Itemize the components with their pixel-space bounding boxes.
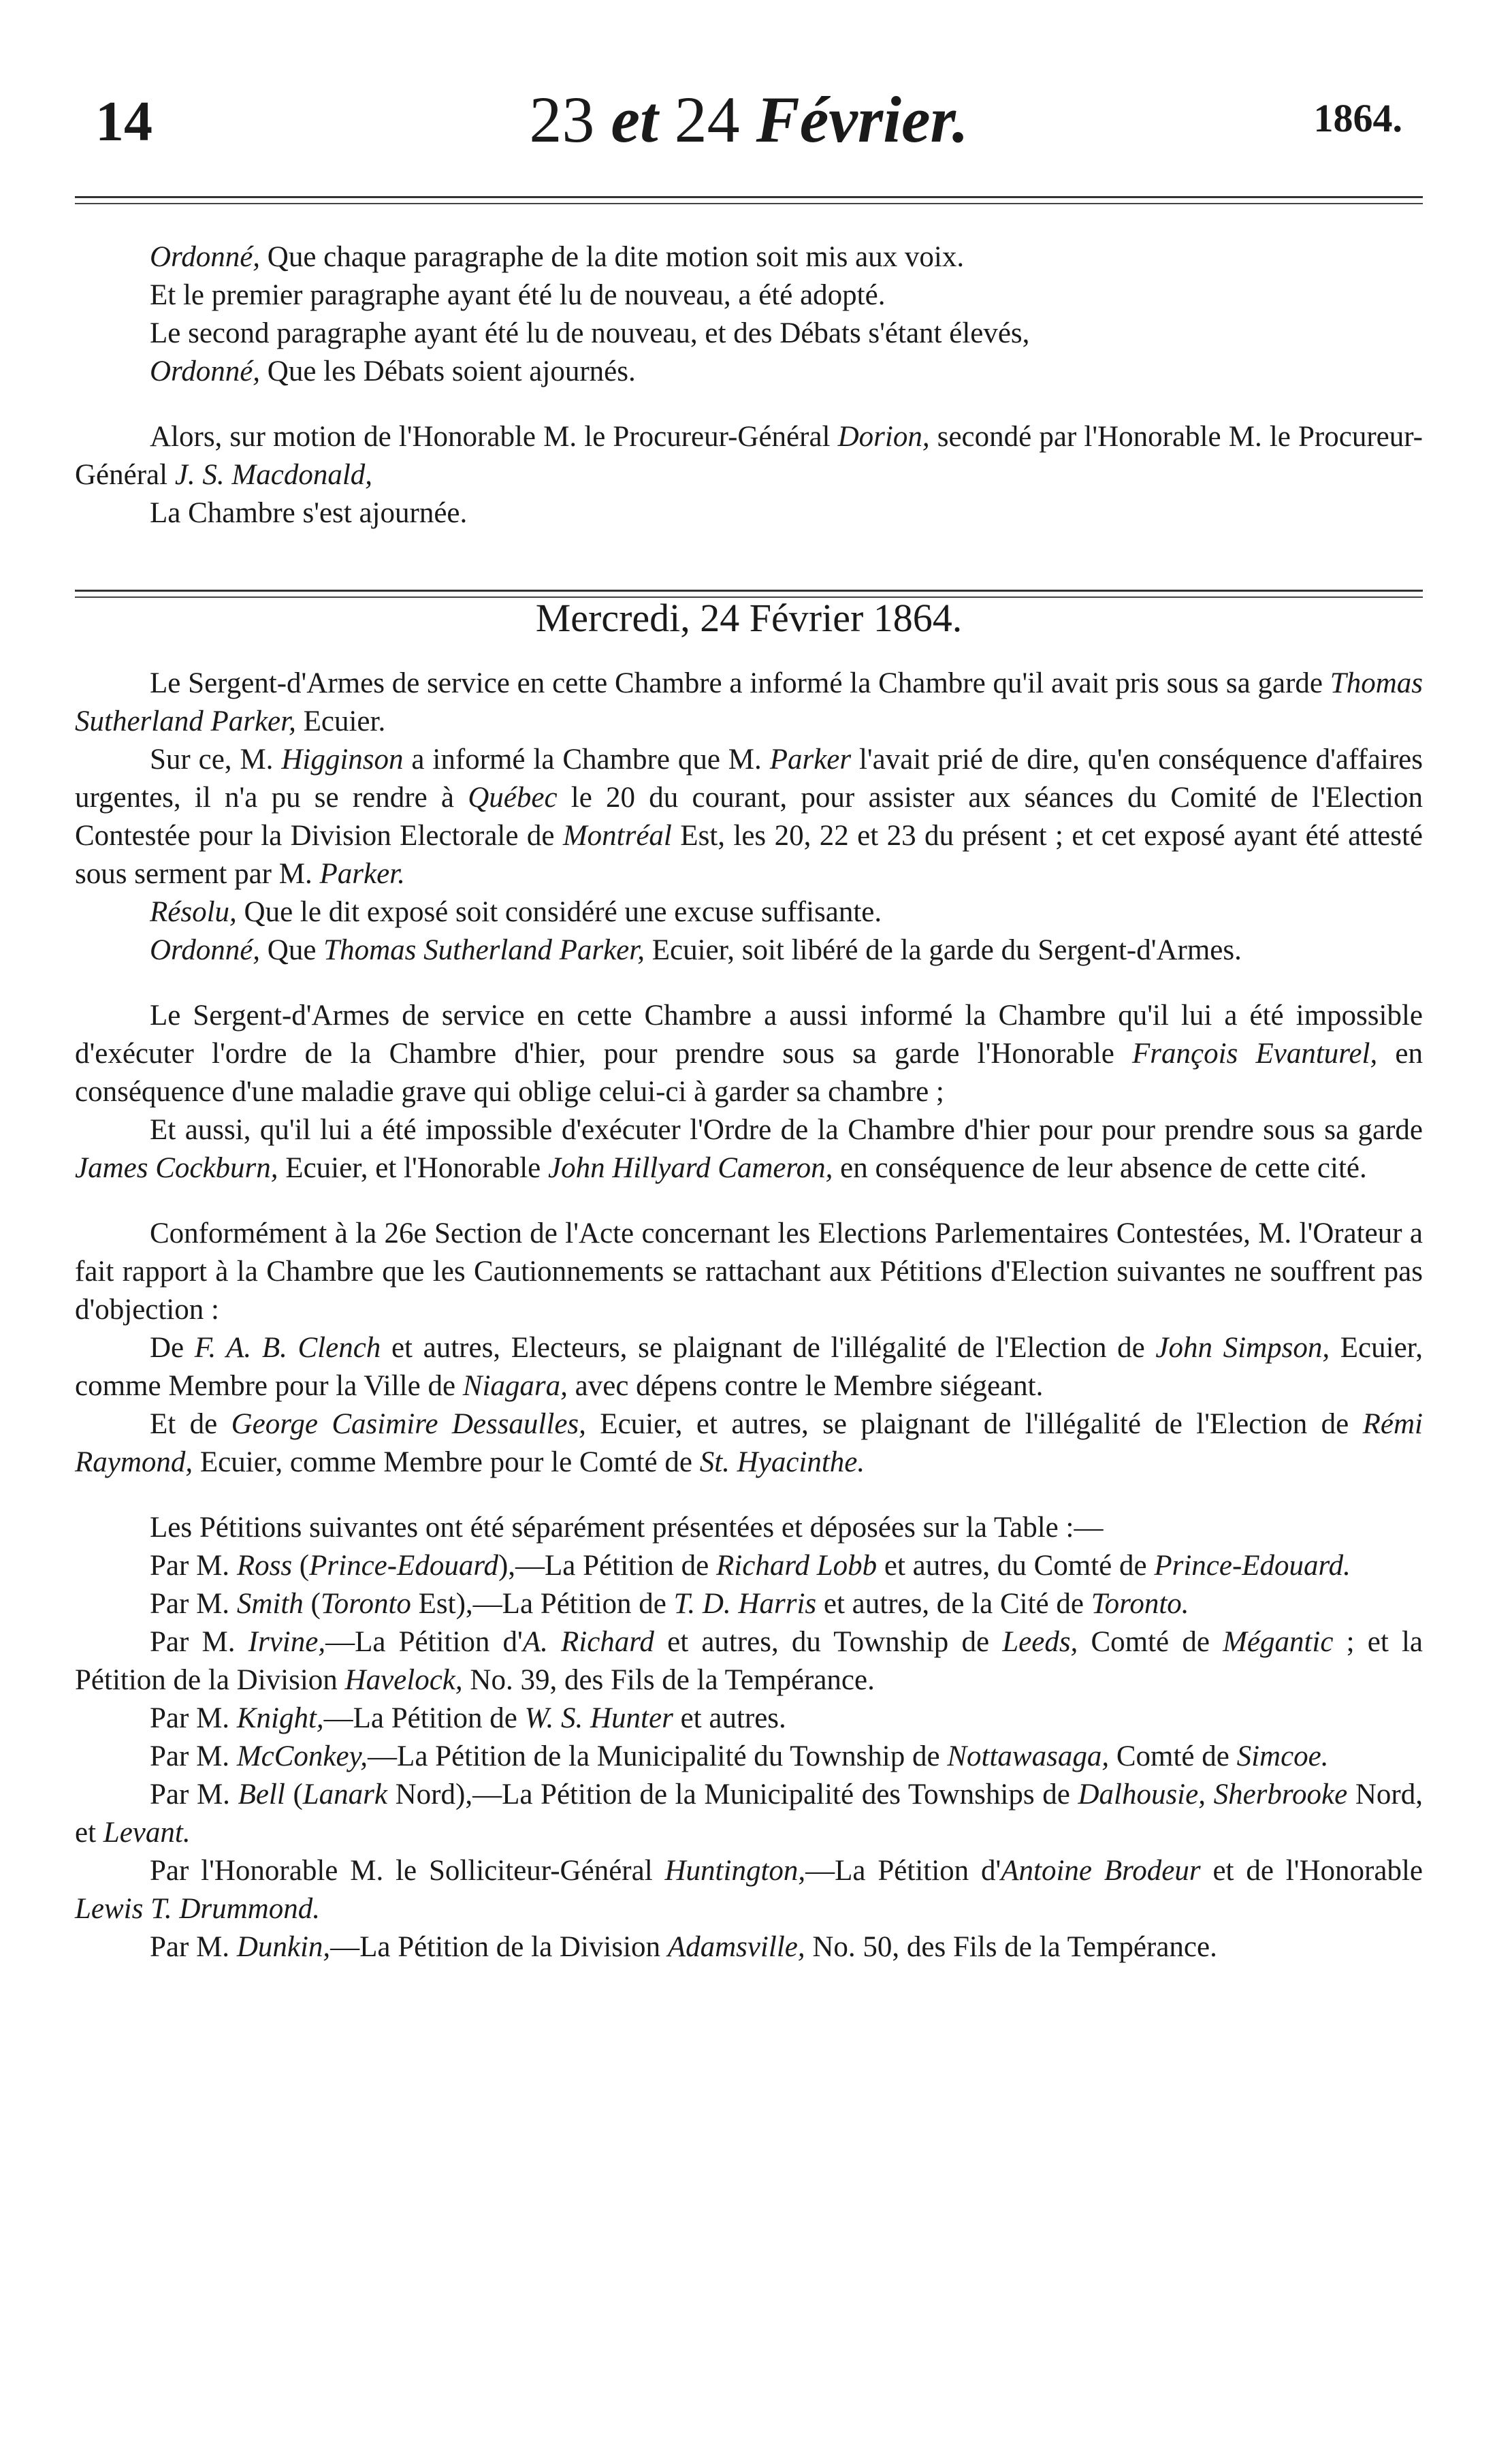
text: le 20 du courant, pour assister aux séances du Comité de l'Election Contestée pour la Division Electorale de — [75, 782, 1423, 852]
text: et autres, Electeurs, se plaignant de l'illégalité de l'Election de — [381, 1332, 1156, 1364]
italic-text: Lanark — [302, 1779, 387, 1811]
italic-text: Prince-Edouard. — [1154, 1550, 1351, 1582]
text: Alors, sur motion de l'Honorable M. le Procureur-Général — [150, 421, 838, 453]
italic-text: Thomas Sutherland Parker, — [75, 667, 1423, 737]
text: ( — [292, 1550, 310, 1582]
italic-text: Leeds, — [1002, 1626, 1078, 1658]
text: Par M. — [150, 1588, 237, 1620]
text: Et le premier paragraphe ayant été lu de nouveau, a été adopté. — [150, 279, 886, 311]
italic-text: George Casimire Dessaulles, — [231, 1408, 586, 1440]
italic-text: Toronto. — [1091, 1588, 1189, 1620]
italic-text: John Simpson, — [1155, 1332, 1330, 1364]
italic-text: Levant. — [103, 1817, 191, 1849]
italic-text: Thomas Sutherland Parker, — [323, 934, 645, 966]
text: Conformément à la 26e Section de l'Acte concernant les Elections Parlementaires Contestées, M. l'Orateur a fait rapport à la Chambre que les Cautionnements se rattachant aux Pétitions d'Election suivantes ne souffrent pas d'objection : — [75, 1217, 1423, 1326]
italic-text: Ordonné, — [150, 355, 261, 387]
italic-text: Rémi Raymond, — [75, 1408, 1423, 1478]
text: ( — [303, 1588, 321, 1620]
petition-item — [75, 1928, 1423, 1966]
text: Et aussi, qu'il lui a été impossible d'exécuter l'Ordre de la Chambre d'hier pour pour prendre sous sa garde — [150, 1114, 1423, 1146]
text: Ecuier. — [295, 705, 386, 737]
text: Le Sergent-d'Armes de service en cette Chambre a aussi informé la Chambre qu'il lui a été impossible d'exécuter l'ordre de la Chambre d'hier, pour prendre sous sa garde l'Honorable — [75, 1000, 1423, 1070]
paragraph — [75, 418, 1423, 494]
text: No. 39, des Fils de la Tempérance. — [462, 1664, 875, 1696]
text: en conséquence de leur absence de cette cité. — [833, 1152, 1367, 1184]
paragraph — [75, 494, 1423, 532]
text: Comté de — [1078, 1626, 1223, 1658]
paragraph — [75, 893, 1423, 931]
text: Que — [260, 934, 324, 966]
text: Par M. — [150, 1702, 237, 1734]
italic-text: A. Richard — [522, 1626, 654, 1658]
italic-text: Irvine, — [248, 1626, 326, 1658]
text: en conséquence d'une maladie grave qui oblige celui-ci à garder sa chambre ; — [75, 1038, 1423, 1108]
italic-text: James Cockburn, — [75, 1152, 278, 1184]
italic-text: Niagara, — [462, 1370, 568, 1402]
paragraph — [75, 1329, 1423, 1405]
header-divider-bottom — [75, 203, 1423, 204]
text: Sur ce, M. — [150, 744, 282, 776]
petition-item — [75, 1852, 1423, 1928]
italic-text: Dorion, — [837, 421, 930, 453]
text: Et de — [150, 1408, 231, 1440]
petition-item — [75, 1547, 1423, 1585]
italic-text: Parker. — [319, 858, 405, 890]
italic-text: Montréal — [562, 820, 672, 852]
paragraph — [75, 276, 1423, 315]
text: Par l'Honorable M. le Solliciteur-Général — [150, 1855, 665, 1887]
italic-text: Parker — [769, 744, 852, 776]
text: Ecuier, soit libéré de la garde du Sergent-d'Armes. — [644, 934, 1242, 966]
paragraph — [75, 665, 1423, 741]
italic-text: Mégantic — [1223, 1626, 1334, 1658]
text: l'avait prié de dire, qu'en conséquence d'affaires urgentes, il n'a pu se rendre à — [75, 744, 1423, 814]
text: Ecuier, et l'Honorable — [278, 1152, 548, 1184]
text: Le second paragraphe ayant été lu de nouveau, et des Débats s'étant élevés, — [150, 317, 1030, 349]
text: et de l'Honorable — [1200, 1855, 1423, 1887]
text: Que le dit exposé soit considéré une excuse suffisante. — [236, 896, 882, 928]
petition-item — [75, 1623, 1423, 1700]
italic-text: Nottawasaga, — [947, 1740, 1110, 1772]
italic-text: Simcoe. — [1236, 1740, 1329, 1772]
italic-text: McConkey, — [236, 1740, 368, 1772]
italic-text: Dalhousie, Sherbrooke — [1078, 1779, 1348, 1811]
text: Par M. — [150, 1550, 237, 1582]
paragraph — [75, 1111, 1423, 1187]
text: a informé la Chambre que M. — [403, 744, 770, 776]
italic-text: John Hillyard Cameron, — [548, 1152, 833, 1184]
italic-text: Ross — [236, 1550, 293, 1582]
italic-text: Richard Lobb — [716, 1550, 878, 1582]
italic-text: Dunkin, — [236, 1931, 331, 1963]
text: De — [150, 1332, 195, 1364]
text: Par M. — [150, 1626, 248, 1658]
document-body — [75, 238, 1423, 1966]
paragraph — [75, 353, 1423, 391]
title-day-2: 24 — [674, 83, 740, 156]
text: Le Sergent-d'Armes de service en cette Chambre a informé la Chambre qu'il avait pris sous sa garde — [150, 667, 1330, 699]
text: Que chaque paragraphe de la dite motion soit mis aux voix. — [260, 241, 965, 273]
paragraph — [75, 1405, 1423, 1482]
text: Est, les 20, 22 et 23 du présent ; et cet exposé ayant été attesté sous serment par M. — [75, 820, 1423, 890]
paragraph — [75, 238, 1423, 276]
text: —La Pétition d' — [805, 1855, 1001, 1887]
text: et autres, de la Cité de — [816, 1588, 1091, 1620]
italic-text: Ordonné, — [150, 934, 261, 966]
text: —La Pétition de la Division — [330, 1931, 668, 1963]
text: et autres. — [673, 1702, 786, 1734]
italic-text: Antoine Brodeur — [1001, 1855, 1201, 1887]
text: No. 50, des Fils de la Tempérance. — [805, 1931, 1217, 1963]
text: La Chambre s'est ajournée. — [150, 497, 468, 529]
text: ( — [285, 1779, 303, 1811]
italic-text: Knight, — [236, 1702, 324, 1734]
italic-text: François Evanturel, — [1132, 1038, 1378, 1070]
text: —La Pétition d' — [325, 1626, 523, 1658]
text: Ecuier, et autres, se plaignant de l'illégalité de l'Election de — [585, 1408, 1363, 1440]
italic-text: Prince-Edouard — [309, 1550, 498, 1582]
italic-text: F. A. B. Clench — [194, 1332, 381, 1364]
italic-text: Adamsville, — [667, 1931, 805, 1963]
title-month: Février. — [756, 83, 969, 156]
italic-text: T. D. Harris — [673, 1588, 817, 1620]
text: ),—La Pétition de — [498, 1550, 717, 1582]
paragraph — [75, 315, 1423, 353]
text: Comté de — [1109, 1740, 1237, 1772]
petition-item — [75, 1738, 1423, 1776]
italic-text: Lewis T. Drummond. — [75, 1893, 320, 1925]
section-date-title: Mercredi, 24 Février 1864. — [535, 596, 963, 640]
text: Que les Débats soient ajournés. — [260, 355, 636, 387]
petition-item — [75, 1585, 1423, 1623]
page-year: 1864. — [1313, 96, 1402, 140]
text: Ecuier, comme Membre pour le Comté de — [193, 1446, 700, 1478]
text: et autres, du Comté de — [877, 1550, 1155, 1582]
text: Ecuier, comme Membre pour la Ville de — [75, 1332, 1423, 1402]
italic-text: W. S. Hunter — [524, 1702, 673, 1734]
text: et autres, du Township de — [654, 1626, 1003, 1658]
italic-text: Havelock, — [344, 1664, 463, 1696]
italic-text: St. Hyacinthe. — [699, 1446, 865, 1478]
italic-text: J. S. Macdonald, — [174, 459, 373, 491]
italic-text: Smith — [236, 1588, 304, 1620]
italic-text: Bell — [238, 1779, 285, 1811]
paragraph — [75, 931, 1423, 970]
text: Par M. — [150, 1931, 237, 1963]
page-header — [75, 82, 1423, 157]
header-divider-top — [75, 196, 1423, 198]
text: —La Pétition de — [323, 1702, 525, 1734]
text: —La Pétition de la Municipalité du Township de — [368, 1740, 948, 1772]
petition-item — [75, 1776, 1423, 1852]
text: ; et la Pétition de la Division — [75, 1626, 1423, 1696]
text: Par M. — [150, 1740, 237, 1772]
italic-text: Résolu, — [150, 896, 237, 928]
text: Nord),—La Pétition de la Municipalité des Townships de — [387, 1779, 1078, 1811]
italic-text: Québec — [468, 782, 558, 814]
paragraph — [75, 741, 1423, 893]
text: Est),—La Pétition de — [411, 1588, 674, 1620]
title-et: et — [611, 83, 658, 156]
paragraph — [75, 1509, 1423, 1547]
italic-text: Ordonné, — [150, 241, 261, 273]
page-title — [75, 82, 1423, 157]
text: Par M. — [150, 1779, 238, 1811]
italic-text: Toronto — [320, 1588, 411, 1620]
italic-text: Higginson — [281, 744, 404, 776]
paragraph — [75, 997, 1423, 1111]
text: avec dépens contre le Membre siégeant. — [567, 1370, 1044, 1402]
text: Les Pétitions suivantes ont été séparément présentées et déposées sur la Table :— — [150, 1512, 1104, 1544]
page-number: 14 — [95, 90, 152, 153]
text: secondé par l'Honorable M. le Procureur-Général — [75, 421, 1423, 491]
title-day-1: 23 — [529, 83, 595, 156]
italic-text: Huntington, — [664, 1855, 806, 1887]
text: Nord, et — [75, 1779, 1423, 1849]
paragraph — [75, 1215, 1423, 1329]
petition-item — [75, 1700, 1423, 1738]
